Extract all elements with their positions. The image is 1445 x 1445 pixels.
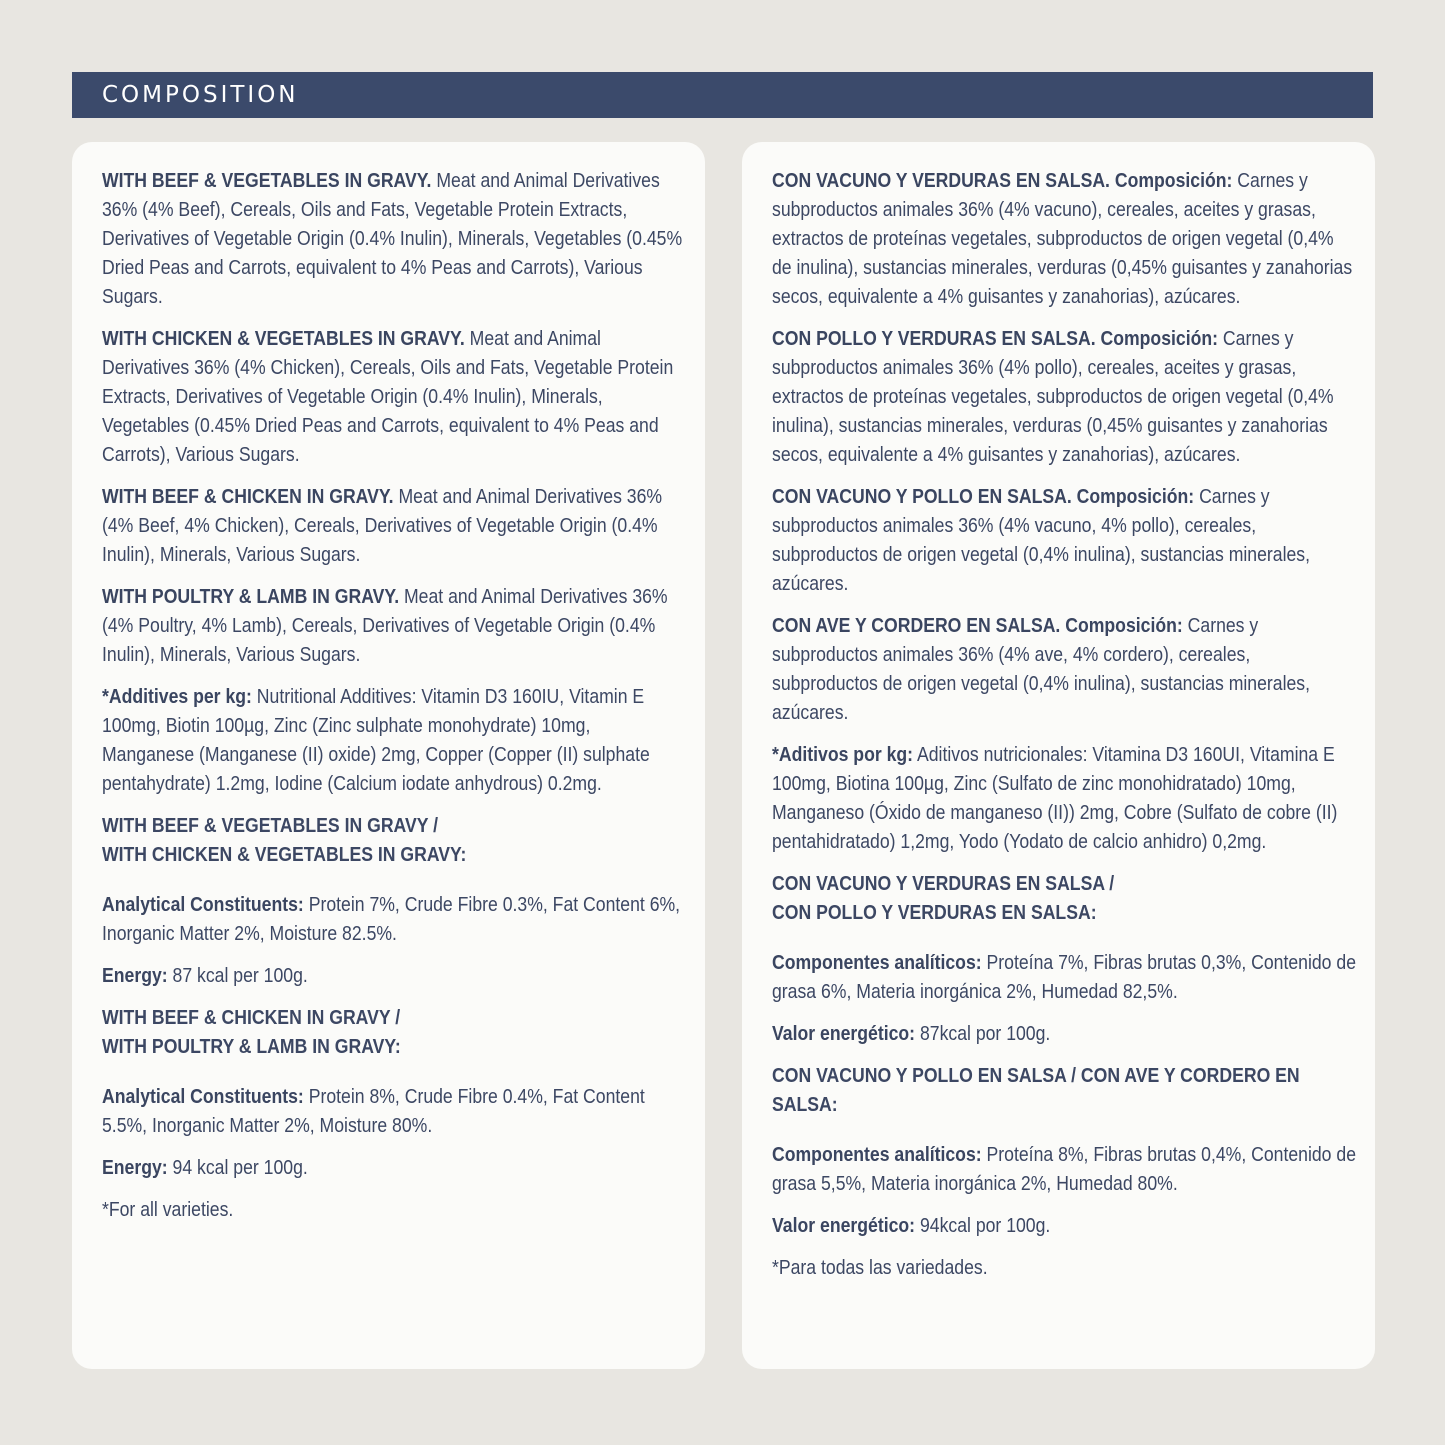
heading-line: WITH BEEF & VEGETABLES IN GRAVY / (102, 814, 438, 837)
componentes-analiticos-2 (772, 1140, 1357, 1198)
valor-energetico-1 (772, 1019, 1357, 1048)
heading-line: CON VACUNO Y POLLO EN SALSA / CON AVE Y CORDERO EN SALSA: (772, 1064, 1300, 1116)
poultry-lamb-composition (102, 582, 687, 669)
beef-chicken-composition (102, 482, 687, 569)
analytical-label: Analytical Constituents: (102, 1085, 304, 1108)
heading-line: WITH POULTRY & LAMB IN GRAVY: (102, 1035, 401, 1058)
energy-label: Valor energético: (772, 1022, 916, 1045)
additives-text: Aditivos nutricionales: Vitamina D3 160UI, Vitamina E 100mg, Biotina 100µg, Zinc (Sulfato de zinc monohidratado) 10mg, Manganeso (Óxido de manganeso (II)) 2mg, Cobre (Sulfato de cobre (II) pentahidratado) 1,2mg, Yodo (Yodato de calcio anhidro) 0,2mg. (772, 743, 1338, 853)
variety-text: Meat and Animal Derivatives 36% (4% Beef), Cereals, Oils and Fats, Vegetable Protein Extracts, Derivatives of Vegetable Origin (0.4% Inulin), Minerals, Vegetables (0.45% Dried Peas and Carrots, equivalent to 4% Peas and Carrots), Various Sugars. (102, 169, 683, 308)
analytical-constituents-1 (102, 890, 687, 948)
energy-label: Energy: (102, 1156, 168, 1179)
footnote: *For all varieties. (102, 1198, 234, 1221)
variety-text: Carnes y subproductos animales 36% (4% vacuno, 4% pollo), cereales, subproductos de origen vegetal (0,4% inulina), sustancias minerales, azúcares. (772, 485, 1311, 595)
additives-per-kg (102, 682, 687, 798)
variety-text: Carnes y subproductos animales 36% (4% pollo), cereales, aceites y grasas, extractos de proteínas vegetales, subproductos de origen vegetal (0,4% inulina), sustancias minerales, verduras (0,45% guisantes y zanahorias secos, equivalente a 4% guisantes y zanahorias), azúcares. (772, 327, 1334, 466)
composition-header-bar (72, 72, 1373, 118)
footnote: *Para todas las variedades. (772, 1256, 988, 1279)
variety-label: CON AVE Y CORDERO EN SALSA. Composición: (772, 614, 1183, 637)
aditivos-por-kg (772, 740, 1357, 856)
variety-label: WITH BEEF & CHICKEN IN GRAVY. (102, 485, 394, 508)
energy-text: 94kcal por 100g. (915, 1214, 1051, 1237)
analytical-text: Protein 8%, Crude Fibre 0.4%, Fat Content 5.5%, Inorganic Matter 2%, Moisture 80%. (102, 1085, 645, 1137)
variety-label: WITH POULTRY & LAMB IN GRAVY. (102, 585, 400, 608)
spanish-composition-panel (742, 142, 1375, 1369)
analytical-text: Protein 7%, Crude Fibre 0.3%, Fat Content 6%, Inorganic Matter 2%, Moisture 82.5%. (102, 893, 681, 945)
variety-text: Carnes y subproductos animales 36% (4% vacuno), cereales, aceites y grasas, extractos de proteínas vegetales, subproductos de origen vegetal (0,4% de inulina), sustancias minerales, verduras (0,45% guisantes y zanahorias secos, equivalente a 4% guisantes y zanahorias), azúcares. (772, 169, 1353, 308)
variety-label: WITH BEEF & VEGETABLES IN GRAVY. (102, 169, 432, 192)
energy-text: 94 kcal per 100g. (167, 1156, 308, 1179)
energy-label: Valor energético: (772, 1214, 916, 1237)
heading-line: WITH BEEF & CHICKEN IN GRAVY / (102, 1006, 401, 1029)
variety-text: Meat and Animal Derivatives 36% (4% Chicken), Cereals, Oils and Fats, Vegetable Protein Extracts, Derivatives of Vegetable Origin (0.4% Inulin), Minerals, Vegetables (0.45% Dried Peas and Carrots, equivalent to 4% Peas and Carrots), Various Sugars. (102, 327, 674, 466)
heading-line: CON VACUNO Y VERDURAS EN SALSA / (772, 872, 1115, 895)
beef-vegetables-composition (102, 166, 687, 311)
chicken-vegetables-composition (102, 324, 687, 469)
heading-line: CON POLLO Y VERDURAS EN SALSA: (772, 901, 1097, 924)
analytical-label: Componentes analíticos: (772, 951, 982, 974)
energy-label: Energy: (102, 964, 168, 987)
valor-energetico-2 (772, 1211, 1357, 1240)
variety-label: CON VACUNO Y POLLO EN SALSA. Composición: (772, 485, 1195, 508)
analytical-text: Proteína 7%, Fibras brutas 0,3%, Contenido de grasa 6%, Materia inorgánica 2%, Humedad 82,5%. (772, 951, 1357, 1003)
analytical-group-heading-2 (102, 1003, 687, 1061)
additives-label: *Additives per kg: (102, 685, 252, 708)
variety-text: Meat and Animal Derivatives 36% (4% Poultry, 4% Lamb), Cereals, Derivatives of Vegetable Origin (0.4% Inulin), Minerals, Various Sugars. (102, 585, 668, 666)
energy-2 (102, 1153, 687, 1182)
componentes-analiticos-1 (772, 948, 1357, 1006)
variety-text: Meat and Animal Derivatives 36% (4% Beef, 4% Chicken), Cereals, Derivatives of Vegetable Origin (0.4% Inulin), Minerals, Various Sugars. (102, 485, 663, 566)
variety-label: WITH CHICKEN & VEGETABLES IN GRAVY. (102, 327, 465, 350)
variety-text: Carnes y subproductos animales 36% (4% ave, 4% cordero), cereales, subproductos de origen vegetal (0,4% inulina), sustancias minerales, azúcares. (772, 614, 1311, 724)
variety-label: CON POLLO Y VERDURAS EN SALSA. Composición: (772, 327, 1219, 350)
heading-line: WITH CHICKEN & VEGETABLES IN GRAVY: (102, 843, 467, 866)
analytical-group-heading-1 (772, 869, 1357, 927)
analytical-label: Analytical Constituents: (102, 893, 304, 916)
analytical-label: Componentes analíticos: (772, 1143, 982, 1166)
analytical-group-heading-1 (102, 811, 687, 869)
additives-text: Nutritional Additives: Vitamin D3 160IU, Vitamin E 100mg, Biotin 100µg, Zinc (Zinc sulphate monohydrate) 10mg, Manganese (Manganese (II) oxide) 2mg, Copper (Copper (II) sulphate pentahydrate) 1.2mg, Iodine (Calcium iodate anhydrous) 0.2mg. (102, 685, 650, 795)
variety-label: CON VACUNO Y VERDURAS EN SALSA. Composición: (772, 169, 1233, 192)
energy-text: 87 kcal per 100g. (167, 964, 308, 987)
energy-1 (102, 961, 687, 990)
analytical-text: Proteína 8%, Fibras brutas 0,4%, Contenido de grasa 5,5%, Materia inorgánica 2%, Humedad 80%. (772, 1143, 1357, 1195)
analytical-constituents-2 (102, 1082, 687, 1140)
energy-text: 87kcal por 100g. (915, 1022, 1051, 1045)
vacuno-verduras-composition (772, 166, 1357, 311)
additives-label: *Aditivos por kg: (772, 743, 914, 766)
pollo-verduras-composition (772, 324, 1357, 469)
ave-cordero-composition (772, 611, 1357, 727)
english-composition-panel (72, 142, 705, 1369)
analytical-group-heading-2 (772, 1061, 1357, 1119)
header-title: COMPOSITION (102, 82, 299, 108)
vacuno-pollo-composition (772, 482, 1357, 598)
